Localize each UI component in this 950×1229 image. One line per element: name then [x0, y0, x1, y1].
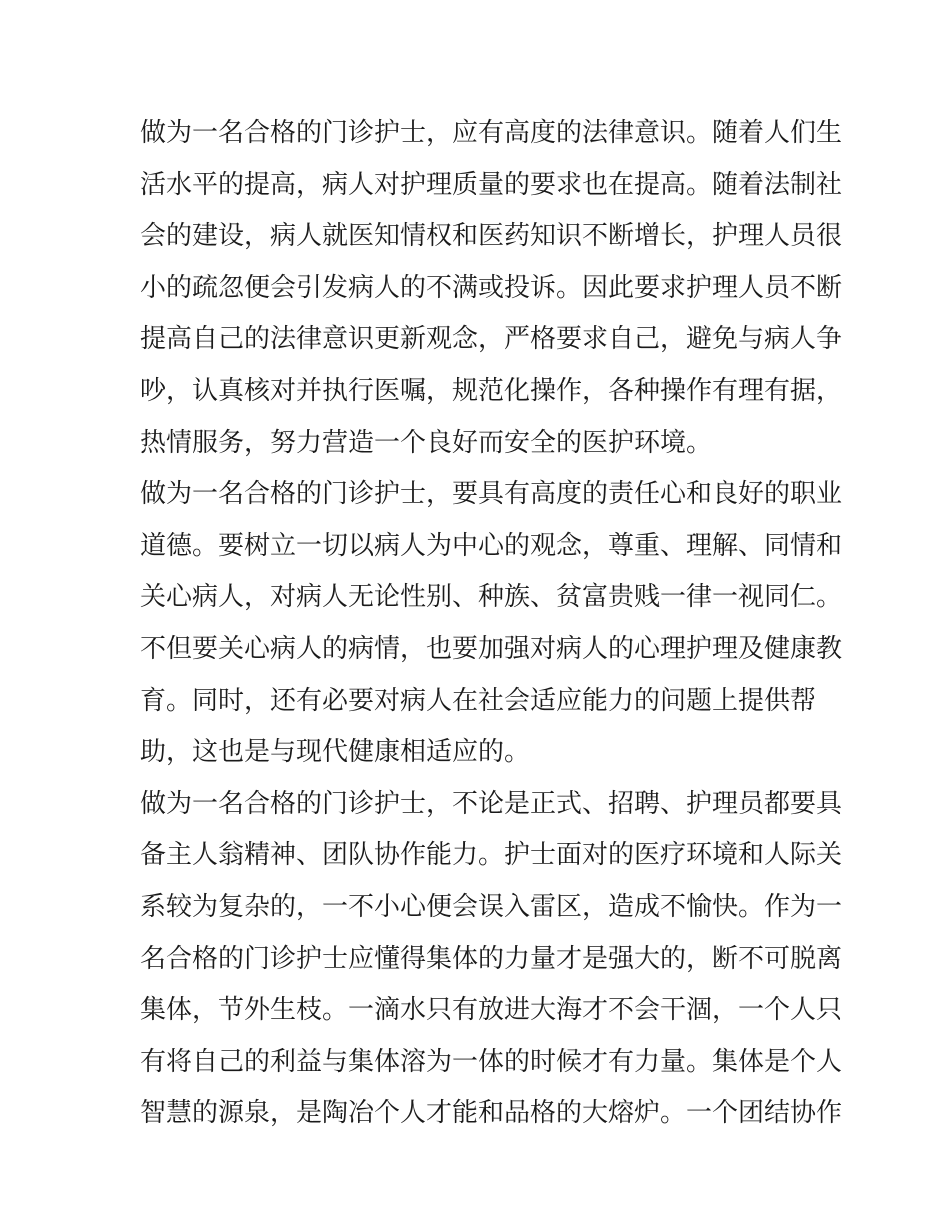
text-line: 小的疏忽便会引发病人的不满或投诉。因此要求护理人员不断	[140, 272, 843, 303]
text-line: 活水平的提高，病人对护理质量的要求也在提高。随着法制社	[140, 169, 843, 200]
text-line: 吵，认真核对并执行医嘱，规范化操作，各种操作有理有据，	[140, 375, 843, 406]
text-line: 做为一名合格的门诊护士，要具有高度的责任心和良好的职业	[140, 479, 843, 510]
text-line: 系较为复杂的，一不小心便会误入雷区，造成不愉快。作为一	[140, 891, 843, 922]
body-text	[140, 108, 843, 1140]
text-line: 做为一名合格的门诊护士，不论是正式、招聘、护理员都要具	[140, 788, 843, 819]
text-line: 育。同时，还有必要对病人在社会适应能力的问题上提供帮	[140, 685, 817, 716]
text-line: 会的建设，病人就医知情权和医药知识不断增长，护理人员很	[140, 221, 843, 252]
text-line: 有将自己的利益与集体溶为一体的时候才有力量。集体是个人	[140, 1046, 843, 1077]
text-line: 智慧的源泉，是陶冶个人才能和品格的大熔炉。一个团结协作	[140, 1098, 843, 1129]
text-line: 提高自己的法律意识更新观念，严格要求自己，避免与病人争	[140, 324, 843, 355]
text-line: 关心病人，对病人无论性别、种族、贫富贵贱一律一视同仁。	[140, 582, 843, 613]
text-line: 集体，节外生枝。一滴水只有放进大海才不会干涸，一个人只	[140, 995, 843, 1026]
text-line: 助，这也是与现代健康相适应的。	[140, 737, 531, 768]
text-line: 热情服务，努力营造一个良好而安全的医护环境。	[140, 427, 713, 458]
text-line: 备主人翁精神、团队协作能力。护士面对的医疗环境和人际关	[140, 840, 843, 871]
text-line: 不但要关心病人的病情，也要加强对病人的心理护理及健康教	[140, 633, 843, 664]
text-line: 名合格的门诊护士应懂得集体的力量才是强大的，断不可脱离	[140, 943, 843, 974]
text-line: 道德。要树立一切以病人为中心的观念，尊重、理解、同情和	[140, 530, 843, 561]
text-line: 做为一名合格的门诊护士，应有高度的法律意识。随着人们生	[140, 118, 843, 148]
